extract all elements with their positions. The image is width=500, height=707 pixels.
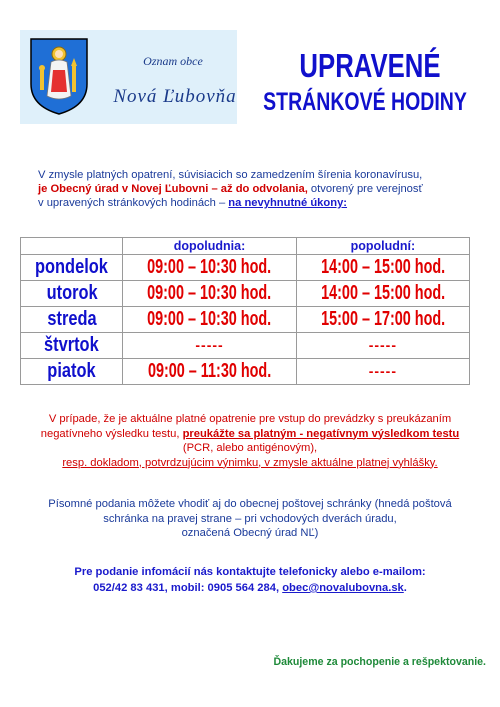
office-hours-table <box>20 237 470 385</box>
table-header-row <box>21 238 470 255</box>
morning-cell <box>123 359 296 385</box>
day-cell <box>21 307 123 333</box>
day-label: piatok <box>47 360 96 382</box>
mailbox-line2: schránka na pravej strane – pri vchodových dverách úradu, <box>103 512 397 525</box>
thanks-note: Ďakujeme za pochopenie a rešpektovanie. <box>273 656 486 668</box>
day-label: pondelok <box>35 256 109 278</box>
mailbox-line1: Písomné podania môžete vhodiť aj do obecnej poštovej schránky (hnedá poštová <box>48 498 452 510</box>
contact-line <box>20 580 480 596</box>
covid-line1: V prípade, že je aktuálne platné opatrenie pre vstup do prevádzky s preukázaním <box>48 413 452 425</box>
intro-line1: V zmysle platných opatrení, súvisiacich so zamedzením šírenia koronavírusu, <box>38 169 423 181</box>
closed-dash: ----- <box>368 362 397 379</box>
covid-line4: resp. dokladom, potvrdzujúcim výnimku, v zmysle aktuálne platnej vyhlášky. <box>62 456 438 469</box>
table-header-empty <box>21 238 123 255</box>
afternoon-cell <box>296 255 469 281</box>
closed-dash: ----- <box>368 336 397 353</box>
header-oznam: Oznam obce <box>143 54 203 68</box>
header-box <box>20 30 237 124</box>
page-title-line2: STRÁNKOVÉ HODINY <box>263 88 467 116</box>
covid-line3: (PCR, alebo antigénovým), <box>182 442 318 454</box>
table-header-afternoon: popoludní: <box>296 238 469 255</box>
morning-cell <box>123 333 296 359</box>
afternoon-cell <box>296 307 469 333</box>
table-row <box>21 307 470 333</box>
day-label: streda <box>47 308 97 330</box>
time-value: 09:00 – 11:30 hod. <box>147 360 272 382</box>
day-cell <box>21 359 123 385</box>
coat-of-arms-icon <box>28 36 90 116</box>
mailbox-paragraph <box>20 497 480 541</box>
page-title-line1: UPRAVENÉ <box>299 47 441 84</box>
table-header-morning: dopoludnia: <box>123 238 296 255</box>
mailbox-line3: označená Obecný úrad NĽ) <box>181 527 319 539</box>
covid-line2-prefix: negatívneho výsledku testu, <box>40 427 183 440</box>
day-cell <box>21 281 123 307</box>
table-row <box>21 333 470 359</box>
time-value: 15:00 – 17:00 hod. <box>320 308 445 330</box>
table-row <box>21 281 470 307</box>
time-value: 09:00 – 10:30 hod. <box>147 282 272 304</box>
time-value: 09:00 – 10:30 hod. <box>147 308 272 330</box>
afternoon-cell <box>296 333 469 359</box>
closed-dash: ----- <box>195 336 224 353</box>
table-row <box>21 359 470 385</box>
afternoon-cell <box>296 281 469 307</box>
day-cell <box>21 333 123 359</box>
afternoon-cell <box>296 359 469 385</box>
contact-email-link[interactable]: obec@novalubovna.sk <box>282 582 404 594</box>
time-value: 14:00 – 15:00 hod. <box>320 256 445 278</box>
morning-cell <box>123 281 296 307</box>
day-label: štvrtok <box>44 334 100 356</box>
intro-line2-rest: otvorený pre verejnosť <box>307 183 423 195</box>
morning-cell <box>123 307 296 333</box>
time-value: 14:00 – 15:00 hod. <box>320 282 445 304</box>
covid-test-paragraph <box>20 412 480 470</box>
time-value: 09:00 – 10:30 hod. <box>147 256 272 278</box>
contact-paragraph <box>20 564 480 596</box>
day-label: utorok <box>46 282 98 304</box>
contact-suffix: . <box>403 582 407 594</box>
intro-line3-prefix: v upravených stránkových hodinách – <box>38 197 229 209</box>
intro-line3 <box>38 196 488 210</box>
table-row <box>21 255 470 281</box>
day-cell <box>21 255 123 281</box>
covid-line2 <box>20 427 480 442</box>
contact-title: Pre podanie infomácií nás kontaktujte telefonicky alebo e-mailom: <box>74 566 426 578</box>
intro-paragraph <box>38 168 488 210</box>
intro-emphasis: na nevyhnutné úkony: <box>228 197 348 209</box>
contact-phones: 052/42 83 431, mobil: 0905 564 284, <box>93 582 283 594</box>
morning-cell <box>123 255 296 281</box>
intro-line2 <box>38 182 488 196</box>
covid-emphasis: preukážte sa platným - negatívnym výsledkom testu <box>182 427 460 440</box>
header-village-name: Nová Ľubovňa <box>113 86 237 107</box>
intro-red-text: je Obecný úrad v Novej Ľubovni – až do odvolania, <box>38 183 308 195</box>
